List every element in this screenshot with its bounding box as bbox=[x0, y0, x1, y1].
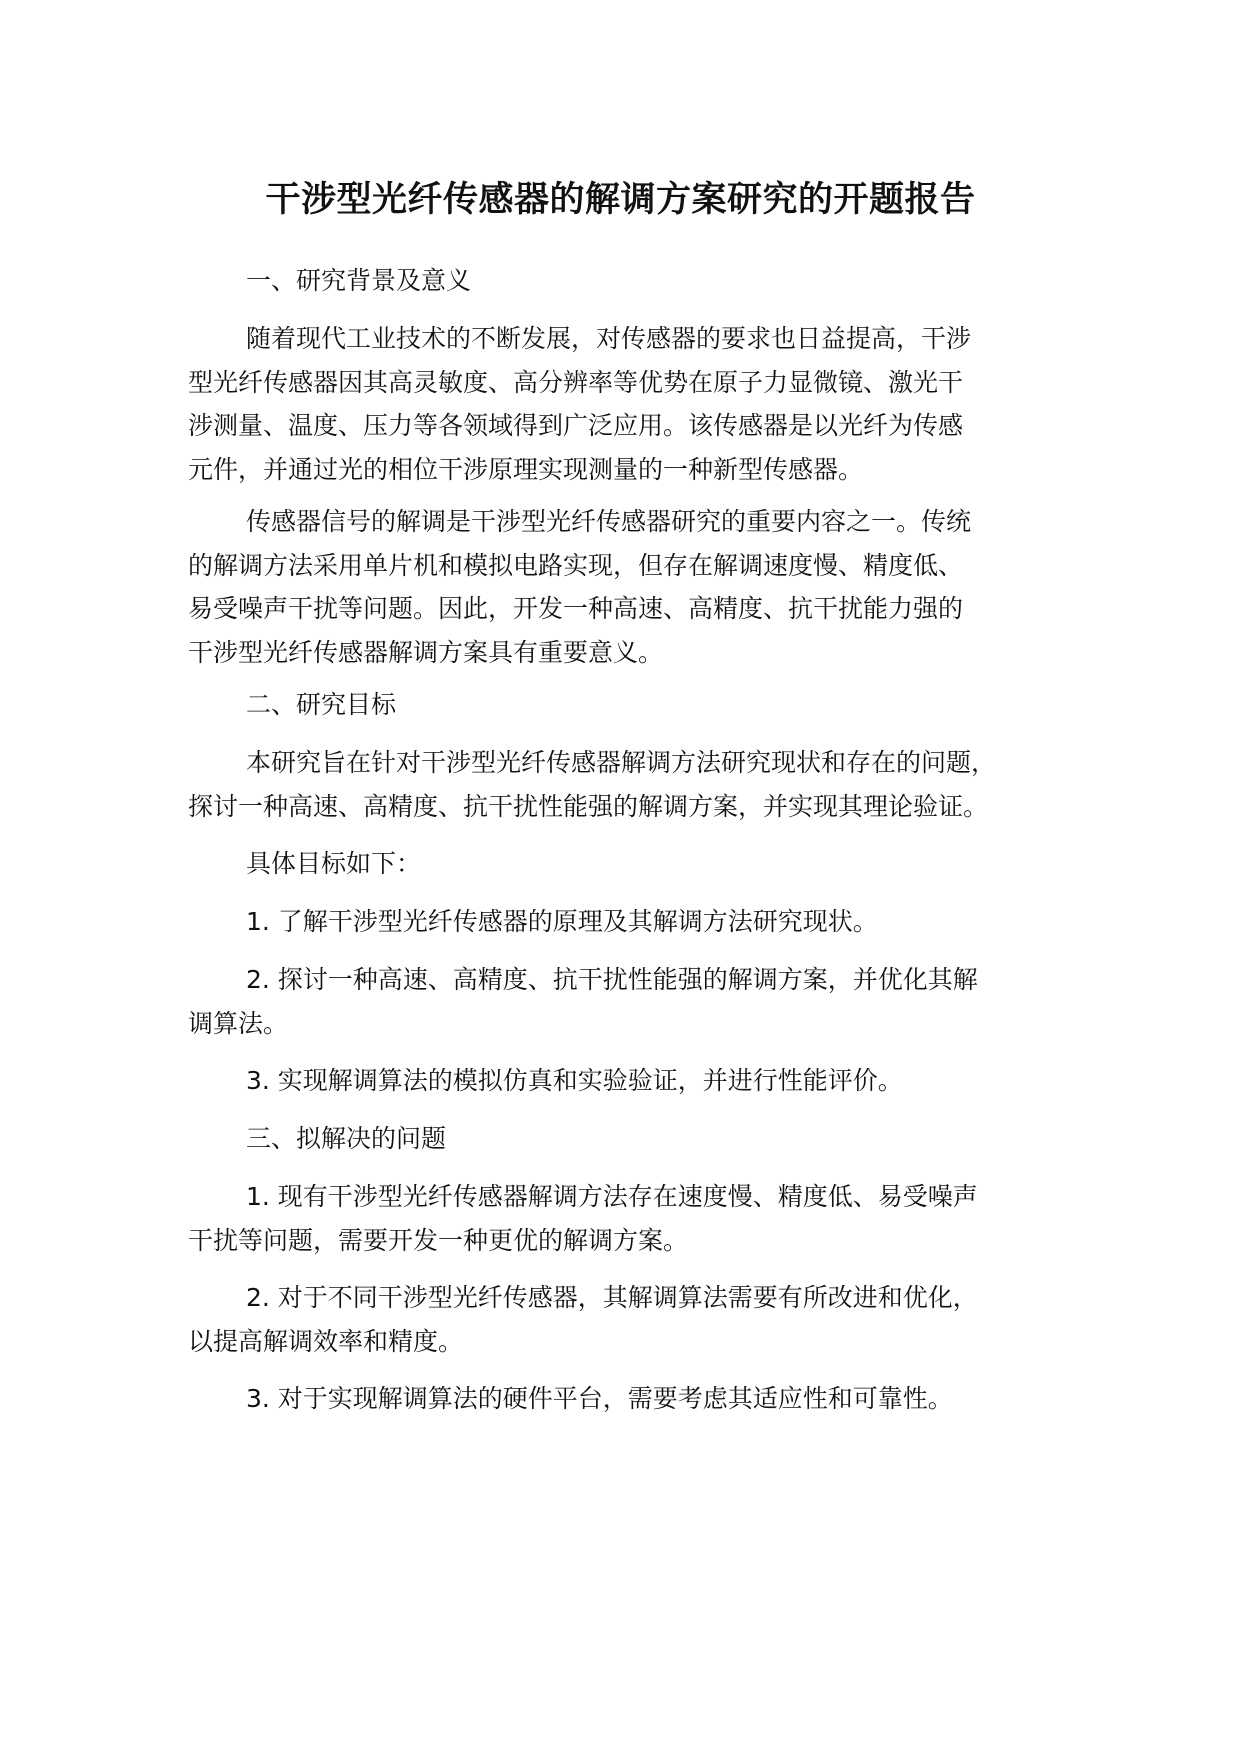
paragraph-line: 易受噪声干扰等问题。因此，开发一种高速、高精度、抗干扰能力强的 bbox=[188, 594, 964, 623]
goal-item-2 bbox=[188, 958, 1060, 1045]
paragraph-background-2 bbox=[188, 500, 1060, 674]
section-heading-problems bbox=[188, 1117, 1060, 1161]
paragraph-goals-lead bbox=[188, 842, 1060, 886]
problem-item-2 bbox=[188, 1276, 1060, 1363]
list-item-line: 干扰等问题，需要开发一种更优的解调方案。 bbox=[188, 1225, 689, 1255]
section-heading-goals bbox=[188, 683, 1060, 727]
paragraph-line: 涉测量、温度、压力等各领域得到广泛应用。该传感器是以光纤为传感 bbox=[188, 411, 964, 440]
paragraph-line: 的解调方法采用单片机和模拟电路实现，但存在解调速度慢、精度低、 bbox=[188, 550, 964, 580]
list-item-line: 1. 了解干涉型光纤传感器的原理及其解调方法研究现状。 bbox=[246, 907, 878, 936]
list-item-line: 2. 对于不同干涉型光纤传感器，其解调算法需要有所改进和优化， bbox=[246, 1283, 978, 1312]
document-title: 干涉型光纤传感器的解调方案研究的开题报告 bbox=[265, 180, 976, 220]
list-item-line: 1. 现有干涉型光纤传感器解调方法存在速度慢、精度低、易受噪声 bbox=[246, 1182, 978, 1211]
goal-item-1 bbox=[188, 900, 1060, 944]
paragraph-line: 随着现代工业技术的不断发展，对传感器的要求也日益提高，干涉 bbox=[246, 324, 972, 353]
paragraph-line: 探讨一种高速、高精度、抗干扰性能强的解调方案，并实现其理论验证。 bbox=[188, 791, 989, 821]
paragraph-background-1 bbox=[188, 317, 1060, 491]
goal-item-3 bbox=[188, 1059, 1060, 1103]
section-heading-background bbox=[188, 259, 1060, 303]
list-item-line: 3. 对于实现解调算法的硬件平台，需要考虑其适应性和可靠性。 bbox=[246, 1384, 953, 1413]
heading-line: 二、研究目标 bbox=[246, 690, 397, 719]
paragraph-line: 本研究旨在针对干涉型光纤传感器解调方法研究现状和存在的问题， bbox=[246, 748, 997, 777]
paragraph-line: 干涉型光纤传感器解调方案具有重要意义。 bbox=[188, 637, 664, 667]
list-item-line: 2. 探讨一种高速、高精度、抗干扰性能强的解调方案，并优化其解 bbox=[246, 965, 978, 994]
heading-line: 三、拟解决的问题 bbox=[246, 1124, 447, 1153]
paragraph-line: 元件，并通过光的相位干涉原理实现测量的一种新型传感器。 bbox=[188, 454, 864, 484]
paragraph-goals-intro bbox=[188, 741, 1060, 828]
problem-item-3 bbox=[188, 1377, 1060, 1421]
list-item-line: 调算法。 bbox=[188, 1008, 289, 1038]
heading-line: 一、研究背景及意义 bbox=[246, 266, 472, 295]
paragraph-line: 传感器信号的解调是干涉型光纤传感器研究的重要内容之一。传统 bbox=[246, 507, 972, 536]
paragraph-line: 型光纤传感器因其高灵敏度、高分辨率等优势在原子力显微镜、激光干 bbox=[188, 367, 964, 397]
list-item-line: 以提高解调效率和精度。 bbox=[188, 1326, 464, 1356]
problem-item-1 bbox=[188, 1175, 1060, 1262]
paragraph-line: 具体目标如下： bbox=[246, 849, 422, 878]
list-item-line: 3. 实现解调算法的模拟仿真和实验验证，并进行性能评价。 bbox=[246, 1066, 903, 1095]
